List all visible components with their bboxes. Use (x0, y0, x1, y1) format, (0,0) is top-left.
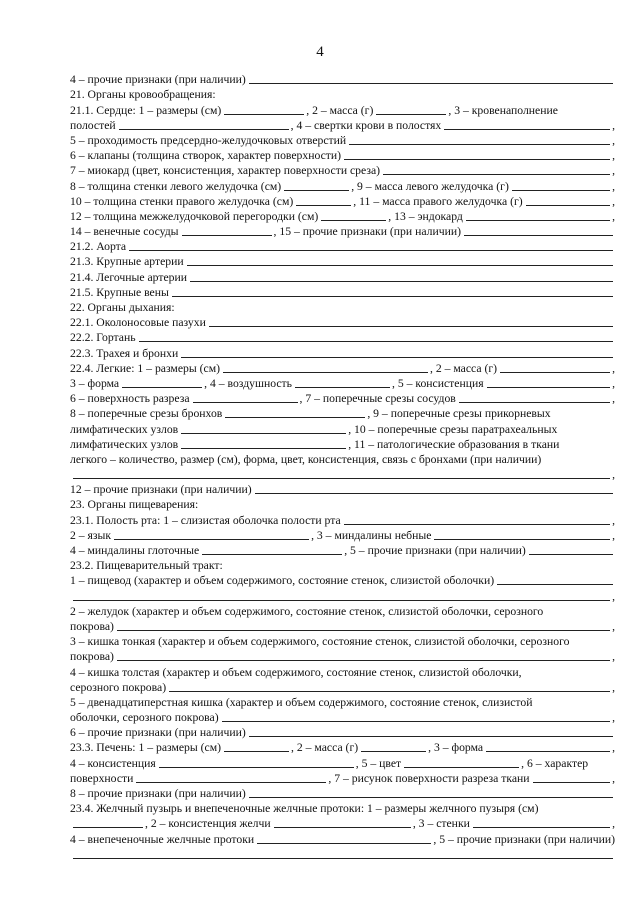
blank-field[interactable] (119, 129, 289, 130)
field-label: , 13 – эндокард (388, 209, 463, 223)
form-line (70, 527, 615, 542)
field-label: , 2 – масса (г) (429, 361, 498, 375)
blank-field[interactable] (344, 159, 610, 160)
blank-field[interactable] (202, 554, 342, 555)
blank-field[interactable] (73, 600, 610, 601)
form-line (70, 709, 615, 724)
form-line (70, 420, 615, 435)
form-line (70, 618, 615, 633)
field-label: лимфатических узлов (70, 422, 179, 436)
blank-field[interactable] (122, 387, 202, 388)
field-label: 22.1. Околоносовые пазухи (70, 316, 206, 330)
field-label: , 4 – свертки крови в полостях (290, 118, 442, 132)
field-label: 22. Органы дыхания: (70, 301, 175, 314)
field-label: 4 – миндалины глоточные (70, 544, 200, 557)
form-line (70, 177, 615, 192)
field-label: 2 – язык (70, 528, 112, 542)
blank-field[interactable] (249, 83, 613, 84)
form-line (70, 268, 615, 283)
field-label: 21.1. Сердце: 1 – размеры (см) (70, 103, 222, 117)
form-line (70, 329, 615, 344)
form-line (70, 71, 615, 86)
form-line (70, 542, 615, 557)
form-line (70, 466, 615, 481)
field-label: 4 – консистенция (70, 756, 156, 770)
field-label: , 9 – поперечные срезы прикорневых (367, 407, 551, 421)
blank-field[interactable] (114, 539, 309, 540)
blank-field[interactable] (349, 144, 610, 145)
field-label: 21.5. Крупные вены (70, 285, 169, 299)
field-label: , 5 – прочие признаки (при наличии) (433, 832, 615, 846)
field-label: 23.2. Пищеварительный тракт: (70, 559, 223, 573)
field-label: 22.4. Легкие: 1 – размеры (см) (70, 361, 220, 375)
field-label: 21.2. Аорта (70, 240, 127, 254)
form-line (70, 223, 615, 238)
field-label: , (612, 194, 615, 208)
form-line (70, 770, 615, 785)
field-label: 6 – клапаны (толщина створок, характер поверхности) (70, 149, 342, 163)
field-label: , 6 – характер (521, 756, 589, 770)
form-line (70, 451, 615, 466)
form-line (70, 344, 615, 359)
blank-field[interactable] (274, 827, 411, 828)
blank-field[interactable] (255, 493, 613, 494)
form-line (70, 830, 615, 845)
form-line (70, 390, 615, 405)
field-label: , 3 – форма (428, 741, 484, 755)
blank-field[interactable] (193, 402, 298, 403)
field-label: , (612, 392, 615, 406)
form-line (70, 572, 615, 587)
blank-field[interactable] (182, 235, 272, 236)
field-label: , (612, 361, 615, 375)
field-label: , (612, 771, 615, 785)
form-line (70, 511, 615, 526)
field-label: , (612, 711, 615, 725)
field-label: 23. Органы пищеварения: (70, 498, 199, 512)
form-line (70, 147, 615, 162)
field-label: покрова) (70, 650, 114, 664)
form-line (70, 815, 615, 830)
blank-field[interactable] (383, 174, 610, 175)
blank-field[interactable] (73, 478, 610, 479)
form-line (70, 238, 615, 253)
field-label: 21. Органы кровообращения: (70, 88, 216, 102)
field-label: 4 – внепеченочные желчные протоки (70, 832, 255, 846)
blank-field[interactable] (512, 190, 610, 191)
blank-field[interactable] (223, 372, 428, 373)
field-label: 21.4. Легочные артерии (70, 270, 187, 284)
blank-field[interactable] (187, 265, 613, 266)
field-label: покрова) (70, 619, 114, 633)
field-label: , (612, 650, 615, 664)
field-label: , 7 – рисунок поверхности разреза ткани (328, 771, 530, 785)
field-label: , (612, 680, 615, 694)
field-label: 22.3. Трахея и бронхи (70, 346, 179, 360)
blank-field[interactable] (296, 205, 351, 206)
blank-field[interactable] (497, 584, 613, 585)
form-line (70, 162, 615, 177)
field-label: , (612, 376, 615, 390)
blank-field[interactable] (344, 524, 610, 525)
form-line (70, 739, 615, 754)
field-label: легкого – количество, размер (см), форма, цвет, консистенция, связь с бронхами (при наличии) (70, 452, 542, 466)
form-line (70, 754, 615, 769)
field-label: 5 – проходимость предсердно-желудочковых отверстий (70, 133, 347, 147)
blank-field[interactable] (473, 827, 610, 828)
field-label: , 5 – консистенция (392, 376, 484, 390)
field-label: 23.4. Желчный пузырь и внепеченочные желчные протоки: 1 – размеры желчного пузыря (см) (70, 802, 539, 816)
blank-field[interactable] (444, 129, 610, 130)
field-label: , 2 – масса (г) (306, 103, 374, 117)
field-label: лимфатических узлов (70, 437, 179, 451)
field-label: , (612, 209, 615, 223)
field-label: , (612, 513, 615, 527)
blank-field[interactable] (500, 372, 610, 373)
form-line (70, 648, 615, 663)
field-label: , 11 – патологические образования в ткани (348, 437, 560, 451)
field-label: , 5 – прочие признаки (при наличии) (344, 544, 526, 557)
blank-field[interactable] (129, 250, 613, 251)
blank-field[interactable] (117, 660, 610, 661)
blank-field[interactable] (459, 402, 610, 403)
blank-field[interactable] (172, 296, 613, 297)
form-line (70, 436, 615, 451)
blank-field[interactable] (526, 205, 610, 206)
field-label: серозного покрова) (70, 680, 167, 694)
blank-field[interactable] (181, 448, 346, 449)
form-line (70, 663, 615, 678)
blank-field[interactable] (486, 751, 610, 752)
field-label: 4 – прочие признаки (при наличии) (70, 73, 246, 87)
field-label: , (612, 589, 615, 603)
autopsy-form-body (70, 71, 615, 861)
page-number: 4 (316, 44, 324, 60)
blank-field[interactable] (404, 767, 519, 768)
form-line (70, 785, 615, 800)
field-label: 23.3. Печень: 1 – размеры (см) (70, 741, 222, 755)
blank-field[interactable] (295, 387, 390, 388)
field-label: , (612, 468, 615, 482)
blank-field[interactable] (321, 220, 386, 221)
blank-field[interactable] (139, 341, 613, 342)
field-label: , (612, 619, 615, 633)
blank-field[interactable] (466, 220, 610, 221)
form-line (70, 603, 615, 618)
field-label: , 3 – стенки (412, 817, 470, 831)
form-line (70, 253, 615, 268)
form-line (70, 117, 615, 132)
field-label: 23.1. Полость рта: 1 – слизистая оболочка полости рта (70, 513, 341, 527)
form-line (70, 299, 615, 314)
form-line (70, 481, 615, 496)
form-line (70, 375, 615, 390)
field-label: , 7 – поперечные срезы сосудов (299, 392, 456, 406)
form-line (70, 557, 615, 572)
blank-field[interactable] (73, 858, 613, 859)
field-label: 12 – толщина межжелудочковой перегородки (см) (70, 209, 319, 223)
field-label: 8 – толщина стенки левого желудочка (см) (70, 179, 282, 193)
field-label: 6 – поверхность разреза (70, 392, 190, 406)
field-label: 5 – двенадцатиперстная кишка (характер и объем содержимого, состояние стенок, слизистой (70, 695, 533, 709)
blank-field[interactable] (529, 554, 613, 555)
field-label: , (612, 133, 615, 147)
blank-field[interactable] (257, 843, 431, 844)
field-label: , 11 – масса правого желудочка (г) (353, 194, 523, 208)
field-label: , 15 – прочие признаки (при наличии) (273, 225, 461, 239)
form-line (70, 405, 615, 420)
form-line (70, 360, 615, 375)
form-line (70, 86, 615, 101)
blank-field[interactable] (225, 417, 365, 418)
field-label: , (612, 149, 615, 163)
field-label: , 10 – поперечные срезы паратрахеальных (348, 422, 558, 436)
field-label: 22.2. Гортань (70, 331, 136, 345)
blank-field[interactable] (190, 281, 613, 282)
form-line (70, 724, 615, 739)
field-label: оболочки, серозного покрова) (70, 711, 219, 725)
blank-field[interactable] (249, 736, 613, 737)
field-label: , 9 – масса левого желудочка (г) (351, 179, 509, 193)
form-line (70, 633, 615, 648)
blank-field[interactable] (181, 433, 346, 434)
blank-field[interactable] (224, 751, 289, 752)
form-line (70, 800, 615, 815)
field-label: 14 – венечные сосуды (70, 225, 179, 239)
field-label: 10 – толщина стенки правого желудочка (см) (70, 194, 294, 208)
field-label: , (612, 164, 615, 178)
field-label: 1 – пищевод (характер и объем содержимого, состояние стенок, слизистой оболочки) (70, 574, 495, 588)
field-label: 6 – прочие признаки (при наличии) (70, 726, 246, 740)
blank-field[interactable] (376, 114, 446, 115)
field-label: 2 – желудок (характер и объем содержимого, состояние стенок, слизистой оболочки, серозного (70, 604, 544, 618)
field-label: , (612, 817, 615, 831)
field-label: , (612, 741, 615, 755)
form-line (70, 208, 615, 223)
blank-field[interactable] (181, 357, 613, 358)
field-label: 21.3. Крупные артерии (70, 255, 184, 269)
blank-field[interactable] (284, 190, 349, 191)
field-label: , 5 – цвет (355, 756, 402, 770)
form-line (70, 284, 615, 299)
field-label: , 3 – кровенаполнение (448, 103, 558, 117)
form-line (70, 587, 615, 602)
form-line (70, 694, 615, 709)
form-line (70, 132, 615, 147)
field-label: поверхности (70, 771, 134, 785)
blank-field[interactable] (464, 235, 613, 236)
blank-field[interactable] (117, 630, 610, 631)
form-line (70, 193, 615, 208)
form-line (70, 314, 615, 329)
field-label: 7 – миокард (цвет, консистенция, характер поверхности среза) (70, 164, 381, 178)
blank-field[interactable] (487, 387, 610, 388)
blank-field[interactable] (136, 782, 326, 783)
field-label: , 2 – масса (г) (291, 741, 359, 755)
field-label: , (612, 528, 615, 542)
blank-field[interactable] (361, 751, 426, 752)
field-label: 8 – прочие признаки (при наличии) (70, 787, 246, 800)
field-label: , (612, 179, 615, 193)
form-line (70, 679, 615, 694)
blank-field[interactable] (209, 326, 613, 327)
blank-field[interactable] (159, 767, 354, 768)
blank-field[interactable] (533, 782, 611, 783)
field-label: , 3 – миндалины небные (311, 528, 432, 542)
field-label: 4 – кишка толстая (характер и объем содержимого, состояние стенок, слизистой оболочки, (70, 665, 522, 679)
form-line (70, 846, 615, 861)
field-label: 8 – поперечные срезы бронхов (70, 407, 223, 421)
field-label: , 4 – воздушность (204, 376, 292, 390)
blank-field[interactable] (222, 721, 610, 722)
field-label: 3 – кишка тонкая (характер и объем содержимого, состояние стенок, слизистой оболочки, серозного (70, 635, 570, 649)
blank-field[interactable] (249, 797, 613, 798)
blank-field[interactable] (73, 827, 143, 828)
field-label: , (612, 118, 615, 132)
field-label: , 2 – консистенция желчи (145, 817, 271, 831)
field-label: 3 – форма (70, 376, 120, 390)
blank-field[interactable] (434, 539, 610, 540)
form-line (70, 101, 615, 116)
field-label: 12 – прочие признаки (при наличии) (70, 483, 252, 497)
form-line (70, 496, 615, 511)
field-label: полостей (70, 118, 116, 132)
blank-field[interactable] (224, 114, 304, 115)
blank-field[interactable] (169, 691, 610, 692)
